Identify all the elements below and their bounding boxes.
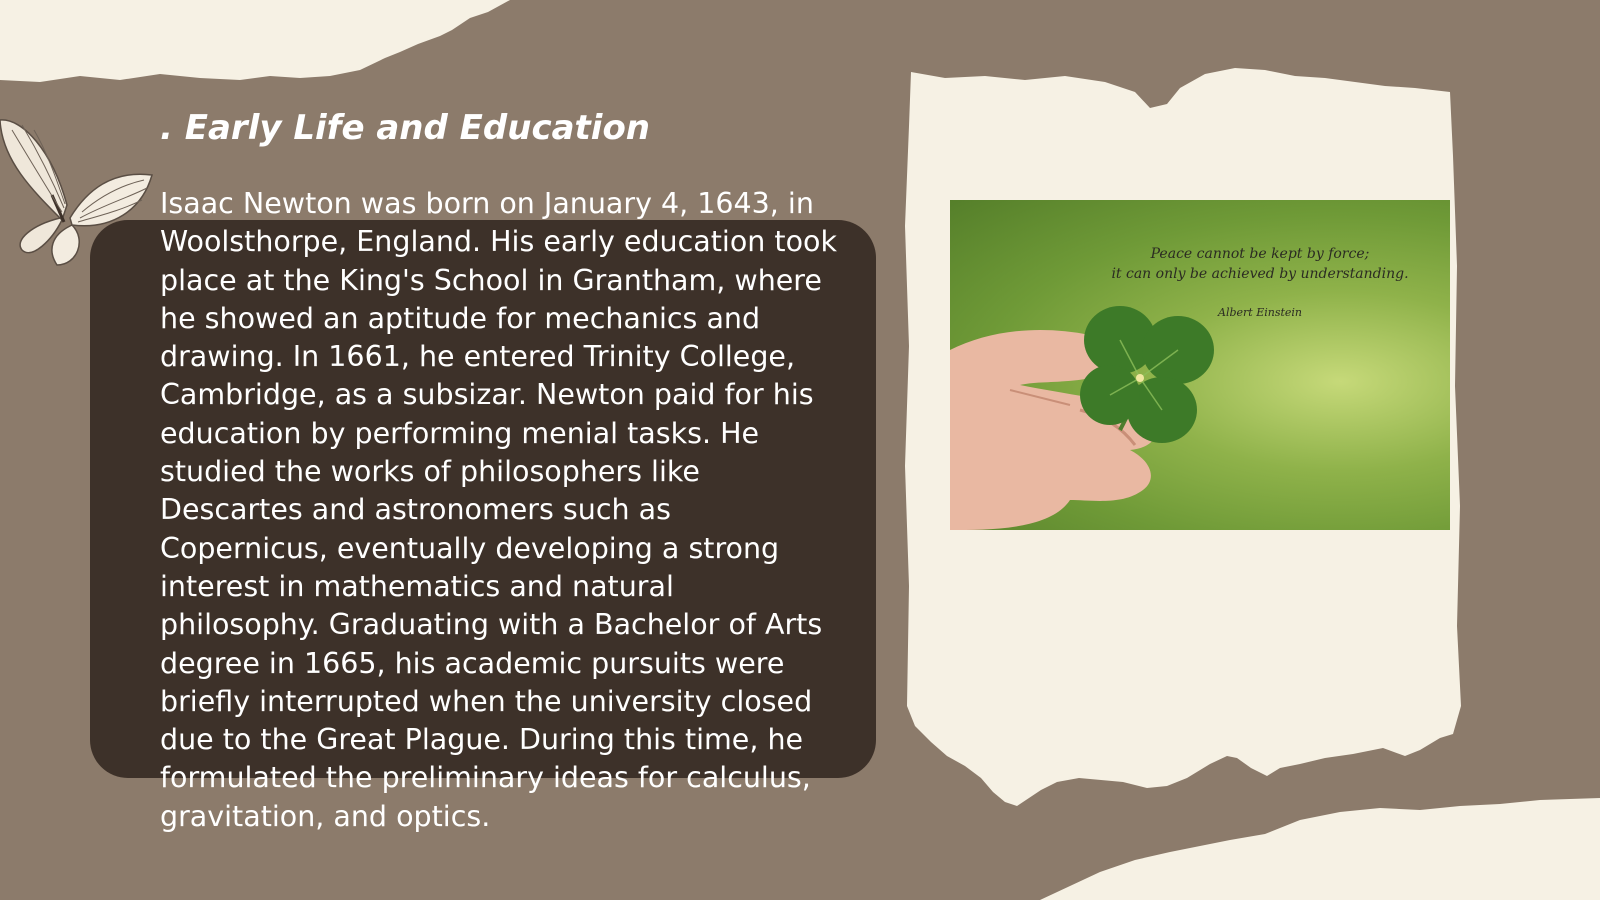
clover-quote-photo <box>950 200 1450 530</box>
slide-title: . Early Life and Education <box>160 108 651 148</box>
quote-line-1: Peace cannot be kept by force; <box>1150 246 1370 262</box>
torn-paper-top-left <box>0 0 560 100</box>
quote-line-2: it can only be achieved by understanding. <box>1111 266 1409 282</box>
quote-author: Albert Einstein <box>1218 306 1302 319</box>
body-paragraph: Isaac Newton was born on January 4, 1643, in Woolsthorpe, England. His early education took place at the King's School in Grantham, where he showed an aptitude for mechanics and drawing. In 1661, he entered Trinity College, Cambridge, as a subsizar. Newton paid for his education by performing menial tasks. He studied the works of philosophers like Descartes and astronomers such as Copernicus, eventually developing a strong interest in mathematics and natural philosophy. Graduating with a Bachelor of Arts degree in 1665, his academic pursuits were briefly interrupted when the university closed due to the Great Plague. During this time, he formulated the preliminary ideas for calculus, gravitation, and optics. <box>160 187 837 833</box>
